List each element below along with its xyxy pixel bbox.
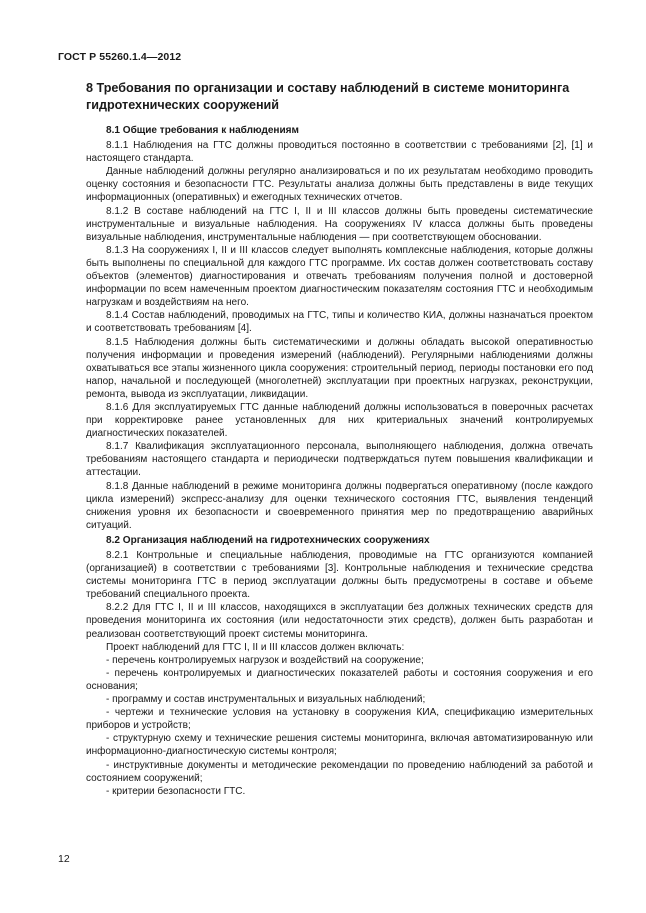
- list-item: - программу и состав инструментальных и визуальных наблюдений;: [106, 694, 426, 706]
- list-item: - перечень контролируемых нагрузок и воздействий на сооружение;: [106, 654, 424, 666]
- list-item: - чертежи и технические условия на установку в сооружения КИА, спецификацию измерительных приборов и устройств;: [86, 707, 593, 732]
- list-item: - критерии безопасности ГТС.: [106, 785, 246, 797]
- document-body: [86, 124, 593, 798]
- list-intro: Проект наблюдений для ГТС I, II и III классов должен включать:: [106, 641, 405, 653]
- paragraph: Данные наблюдений должны регулярно анализироваться и по их результатам необходимо проводить оценку состояния и безопасности ГТС. Результаты анализа должны быть представлены в виде текущих информационных (оперативных) и ежегодных технических отчетов.: [86, 166, 593, 204]
- subsection-heading-8-1: 8.1 Общие требования к наблюдениям: [106, 125, 299, 136]
- paragraph: 8.1.1 Наблюдения на ГТС должны проводиться постоянно в соответствии с требованиями [2], [1] и настоящего стандарта.: [86, 140, 593, 165]
- document-id-header: ГОСТ Р 55260.1.4—2012: [58, 51, 182, 63]
- list-item: - структурную схему и технические решения системы мониторинга, включая автоматизированную или информационно-диагностическую системы контроля;: [86, 733, 593, 758]
- section-title: 8 Требования по организации и составу наблюдений в системе мониторинга гидротехнических сооружений: [86, 81, 570, 112]
- page-number: 12: [58, 853, 70, 865]
- paragraph: 8.1.2 В составе наблюдений на ГТС I, II и III классов должны быть проведены систематические инструментальные и визуальные наблюдения. На сооружениях IV класса должны быть проведены визуальные наблюдения, инструментальные наблюдения — при соответствующем обосновании.: [86, 205, 593, 243]
- list-item: - инструктивные документы и методические рекомендации по проведению наблюдений за работой и состоянием сооружений;: [86, 759, 593, 784]
- list-item: - перечень контролируемых и диагностических показателей работы и состояния сооружения и его основания;: [86, 667, 593, 692]
- paragraph: 8.1.6 Для эксплуатируемых ГТС данные наблюдений должны использоваться в поверочных расчетах при корректировке ранее установленных для них критериальных значений контролируемых диагностических показателей.: [86, 401, 593, 440]
- paragraph: 8.1.4 Состав наблюдений, проводимых на ГТС, типы и количество КИА, должны назначаться проектом и соответствовать требованиям [4].: [86, 310, 593, 335]
- paragraph: 8.2.2 Для ГТС I, II и III классов, находящихся в эксплуатации без должных технических средств для проведения мониторинга их состояния (или недостаточности этих средств), должен быть разработан и реализован соответствующий проект системы мониторинга.: [86, 602, 593, 640]
- paragraph: 8.1.7 Квалификация эксплуатационного персонала, выполняющего наблюдения, должна отвечать требованиям настоящего стандарта и периодически подтверждаться путем повышения квалификации и аттестации.: [86, 441, 593, 479]
- paragraph: 8.1.5 Наблюдения должны быть систематическими и должны обладать высокой оперативностью получения информации и проведения измерений (наблюдений). Регулярными наблюдениями должны охватываться все этапы жизненного цикла сооружения: строительный период, периоды постановки его под напор, начальной и последующей (многолетней) эксплуатации при проектных нагрузках, реконструкции, ремонта, вывода из эксплуатации, ликвидации.: [86, 336, 593, 400]
- subsection-heading-8-2: 8.2 Организация наблюдений на гидротехнических сооружениях: [106, 534, 430, 546]
- paragraph: 8.1.3 На сооружениях I, II и III классов следует выполнять комплексные наблюдения, которые должны быть выполнены по специальной для каждого ГТС программе. Их состав должен соответствовать составу объектов (элементов) диагностирования и отвечать требованиям получения полной и достоверной информации по всем намеченным проектом диагностическим показателям состояния ГТС и необходимым нагрузкам и воздействиям на него.: [86, 244, 593, 309]
- paragraph: 8.2.1 Контрольные и специальные наблюдения, проводимые на ГТС организуются компанией (организацией) в соответствии с требованиями [3]. Контрольные наблюдения и технические средства системы мониторинга ГТС в период эксплуатации должны быть предусмотрены в составе и объеме требований специального проекта.: [86, 550, 593, 601]
- paragraph: 8.1.8 Данные наблюдений в режиме мониторинга должны подвергаться оперативному (после каждого цикла измерений) экспресс-анализу для оценки технического состояния ГТС, выявления тенденций снижения уровня их безопасности и своевременного принятия мер по предотвращению аварийных ситуаций.: [86, 480, 593, 531]
